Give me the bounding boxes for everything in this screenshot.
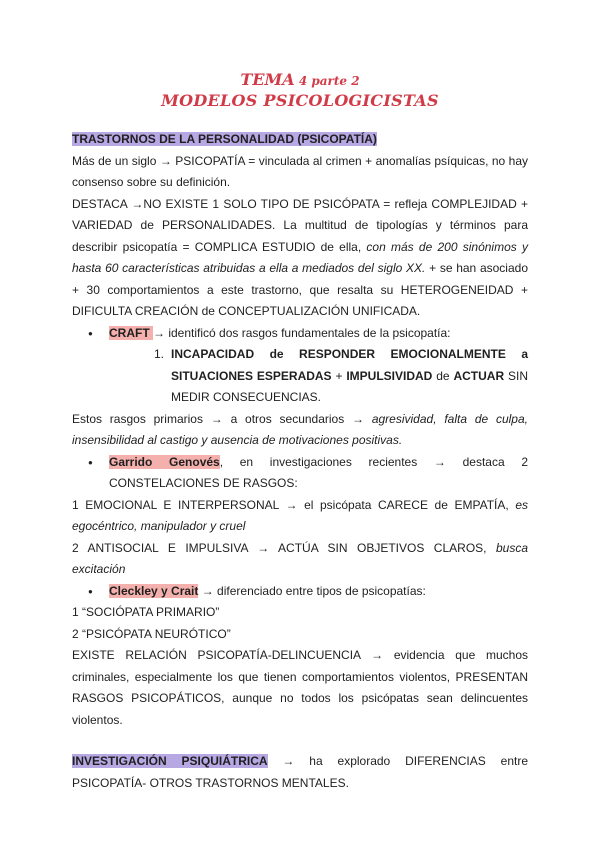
item-number: 1.: [154, 347, 165, 361]
type-sociopata: 1 “SOCIÓPATA PRIMARIO”: [72, 605, 220, 619]
paragraph-secundarios-a: Estos rasgos primarios → a otros secundarios →: [72, 411, 372, 426]
paragraph-antisocial-a: 2 ANTISOCIAL E IMPULSIVA → ACTÚA SIN OBJETIVOS CLAROS,: [72, 540, 496, 555]
document-page: [72, 70, 528, 794]
paragraph-destaca-a: DESTACA →NO EXISTE 1 SOLO TIPO DE PSICÓPATA = refleja COMPLEJIDAD + VARIEDAD de PERSONALIDADES. La multitud de tipologías y términos para describir psicopatía = COMPLICA ESTUDIO de ella,: [72, 196, 528, 254]
paragraph-secundarios-italic: agresividad, falta de culpa, insensibilidad al castigo y ausencia de motivaciones positivas.: [72, 411, 528, 447]
document-title: [72, 70, 528, 111]
numbered-item-1: [72, 344, 528, 409]
item1-bold-3: ACTUAR: [453, 368, 505, 383]
paragraph-destaca-b: + se han asociado + 30 comportamientos a este trastorno, que resalta su HETEROGENEIDAD + DIFICULTA CREACIÓN de CONCEPTUALIZACIÓN UNIFICADA.: [72, 261, 528, 318]
paragraph-destaca-italic: con más de 200 sinónimos y hasta 60 características atribuidas a ella a mediados del siglo XX.: [72, 239, 529, 275]
item1-text-3: SIN MEDIR CONSECUENCIAS.: [171, 368, 529, 404]
author-garrido: Garrido Genovés: [109, 454, 220, 469]
paragraph-destaca: [72, 194, 528, 323]
paragraph-emocional-a: 1 EMOCIONAL E INTERPERSONAL → el psicópata CARECE de EMPATÍA,: [72, 497, 516, 512]
bullet-craft: [72, 323, 528, 345]
paragraph-emocional: [72, 495, 528, 538]
paragraph-emocional-italic: es egocéntrico, manipulador y cruel: [72, 497, 528, 533]
paragraph-investigacion-text: → ha explorado DIFERENCIAS entre PSICOPATÍA- OTROS TRASTORNOS MENTALES.: [72, 754, 528, 790]
author-cleckley: Cleckley y Crait: [109, 583, 199, 598]
paragraph-relacion: EXISTE RELACIÓN PSICOPATÍA-DELINCUENCIA → evidencia que muchos criminales, especialmente los que tienen comportamientos violentos, PRESENTAN RASGOS PSICOPÁTICOS, aunque no todos los psicópatas sean delincuentes violentos.: [72, 648, 528, 727]
bullet-craft-text: → identificó dos rasgos fundamentales de la psicopatía:: [153, 325, 451, 340]
subtitle: MODELOS PSICOLOGICISTAS: [161, 91, 439, 110]
paragraph-secundarios: [72, 409, 528, 452]
section-heading-text: TRASTORNOS DE LA PERSONALIDAD (PSICOPATÍA): [72, 132, 377, 146]
spacer: [72, 731, 528, 751]
paragraph-investigacion: [72, 751, 528, 794]
title-line: [72, 70, 528, 91]
bullet-cleckley: [72, 581, 528, 603]
bullet-cleckley-text: → diferenciado entre tipos de psicopatías:: [198, 583, 426, 598]
section-heading-psicopatia: [72, 129, 528, 151]
paragraph-antisocial: [72, 538, 528, 581]
bullet-garrido-text: , en investigaciones recientes → destaca 2 CONSTELACIONES DE RASGOS:: [109, 454, 528, 490]
type-psicopata: 2 “PSICÓPATA NEURÓTICO”: [72, 626, 231, 641]
item1-bold-2: IMPULSIVIDAD: [346, 368, 433, 383]
item1-text-2: de: [432, 368, 454, 383]
item1-bold-1: INCAPACIDAD de RESPONDER EMOCIONALMENTE a SITUACIONES ESPERADAS: [171, 347, 528, 383]
paragraph-antisocial-italic: busca excitación: [72, 540, 528, 576]
document-body: [72, 129, 528, 794]
bullet-garrido: [72, 452, 528, 495]
item1-text-1: +: [331, 368, 347, 383]
title-part: 4 parte 2: [294, 74, 360, 88]
paragraph-intro: Más de un siglo → PSICOPATÍA = vinculada al crimen + anomalías psíquicas, no hay consenso sobre su definición.: [72, 153, 528, 189]
title-main: TEMA: [240, 70, 295, 89]
author-craft: CRAFT: [109, 325, 153, 340]
section-heading-investigacion: INVESTIGACIÓN PSIQUIÁTRICA: [72, 754, 268, 768]
